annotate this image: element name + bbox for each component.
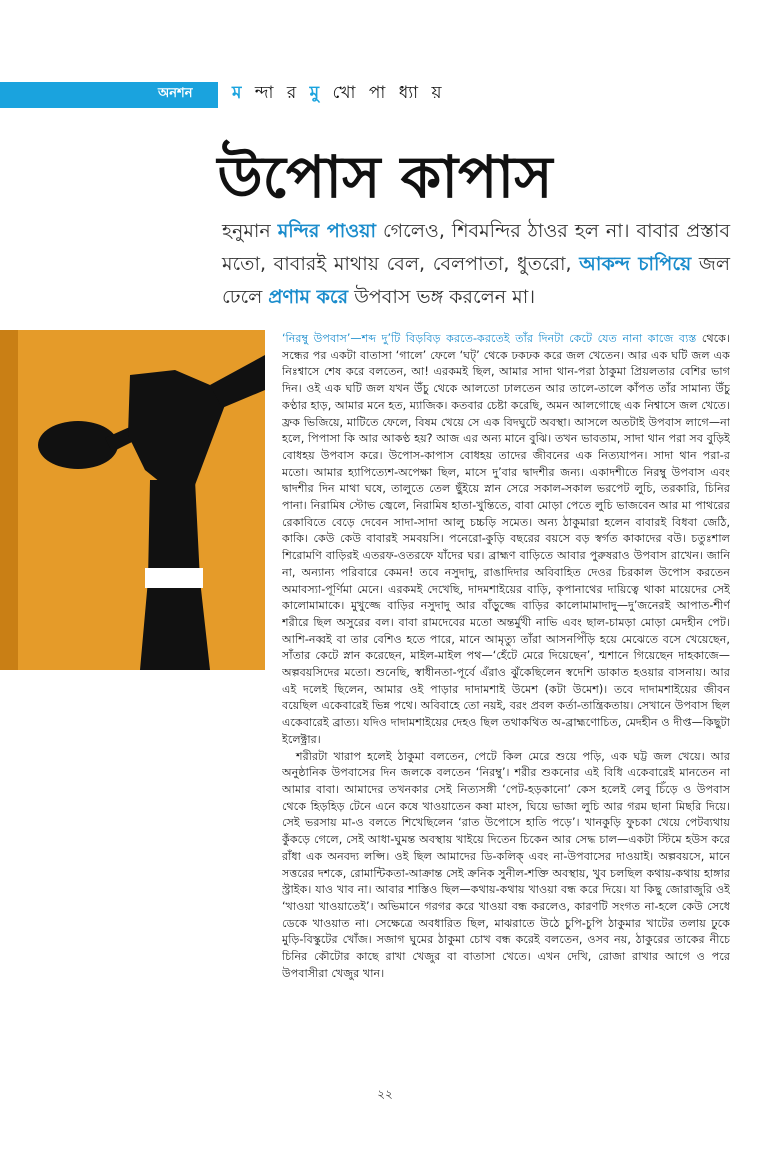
article-illustration (0, 330, 265, 670)
lead-text-2: গেলেও, শিবমন্দির ঠাওর হল না। বাবার প্রস্তাব মতো, বাবারই মাথায় বেল, বেলপাতা, ধুতরো, (222, 220, 731, 275)
spoon-bowl (38, 421, 118, 469)
author-first-rest: ন্দা র (254, 83, 301, 103)
lead-text-4: উপবাস ভঙ্গ করলেন মা। (348, 286, 536, 308)
author-last-initial: মু (309, 83, 324, 103)
body-paragraph-2: শরীরটা খারাপ হলেই ঠাকুমা বলতেন, পেটে কিল মেরে শুয়ে পড়ি, এক ঘট্ট জল খেয়ে। আর অনুষ্ঠানিক উপবাসের দিন জলকে বলতেন ‘নিরম্বু’। শরীর শুকনোর এই বিধি একেবারেই মানতেন না আমার বাবা। আমাদের তখনকার সেই নিত্যসঙ্গী ‘পেট-হড়কানো’ কেস হলেই লেবু চিঁড়ে ও উপবাস থেকে হিড়হিড় টেনে এনে কষে খাওয়াতেন কষা মাংস, ঘিয়ে ভাজা লুচি আর গরম ছানা মিছরি দিয়ে। সেই ভরসায় মা-ও বলতে শিখেছিলেন ‘রাত উপোসে হাতি পড়ে’। খানকুড়ি ফুচকা খেয়ে পেটব্যথায় কুঁকড়ে গেলে, সেই আধা-ঘুমন্ত অবস্থায় খাইয়ে দিতেন চিকেন আর সেদ্ধ চাল—একটা স্টিমে হউস করে রাঁধা এক অনবদ্য লপ্সি। ওই ছিল আমাদের ডি-কলিক্ এবং না-উপবাসের দাওয়াই। অল্পবয়সে, মানে সত্তরের দশকে, রোমান্টিকতা-আক্রান্ত সেই ক্রনিক সুনীল-শক্তি অবস্থায়, খুব চলছিল কথায়-কথায় হাঙ্গার স্ট্রাইক। যাও খাব না। আবার শাস্তিও ছিল—কথায়-কথায় খাওয়া বন্ধ করে দিয়ে। যা কিছু জোরাজুরি ওই ‘খাওয়া খাওয়াতেই’। অভিমানে গরগর করে খাওয়া বন্ধ করলেও, কারণটি সংগত না-হলে কেউ সেধে ডেকে খাওয়াত না। সেক্ষেত্রে অবধারিত ছিল, মাঝরাতে উঠে চুপি-চুপি ঠাকুমার খাটের তলায় ঢুকে মুড়ি-বিস্কুটের খোঁজ। সজাগ ঘুমের ঠাকুমা চোখ বন্ধ করেই বলতেন, ওসব নয়, ঠাকুরের তাকের নীচে চিনির কৌটোর কাছে রাখা খেজুর বা বাতাসা খেতে। এখন দেখি, রোজা রাখার আগে ও পরে উপবাসীরা খেজুর খান। (282, 749, 730, 980)
illustration-left-band (0, 330, 18, 670)
lead-paragraph (222, 215, 730, 314)
section-label: অনশন (158, 86, 193, 101)
page-number: ২২ (377, 1087, 393, 1101)
article-title: উপোস কাপাস (217, 143, 553, 211)
white-cuff (145, 568, 203, 588)
lead-highlight-3: প্রণাম করে (268, 286, 349, 308)
lead-highlight-2: আকন্দ চাপিয়ে (579, 253, 692, 275)
lead-text-1: হনুমান (222, 220, 278, 242)
body-paragraph-1-text: থেকে। সন্ধের পর একটা বাতাসা ‘গালে’ ফেলে ‘ঘট্’ থেকে ঢকঢক করে জল খেতেন। আর এক ঘটি জল এক নিঃশ্বাসে শেষ করে বলতেন, আ! এরকমই ছিল, আমার সাদা থান-পরা ঠাকুমা প্রিয়লতার বেশির ভাগ দিন। ওই এক ঘটি জল যখন উঁচু থেকে আলতো ঢালতেন আর তালে-তালে কাঁপত তাঁর সামান্য উঁচু কণ্ঠার হাড়, আমার মনে হত, ম্যাজিক। কতবার চেষ্টা করেছি, অমন আলগোছে এক নিশ্বাসে জল খেতে। ফ্রক ভিজিয়ে, মাটিতে ফেলে, বিষম খেয়ে সে এক বিদঘুটে অবস্থা। আসলে অতটাই উপবাস লাগে—না হলে, পিপাসা কি আর আকণ্ঠ হয়? আজ এর অন্য মানে বুঝি। তখন ভাবতাম, সাদা থান পরা সব বুড়িই বোধহয় উপবাস করে। উপোস-কাপাস বোধহয় তাদের জীবনের এক নিত্যযাপন। সাদা থান পরা-র মতো। আমার হ্যাপিত্যেশ-অপেক্ষা ছিল, মাসে দু’বার দ্বাদশীর জন্য। একাদশীতে নিরম্বু উপবাস এবং দ্বাদশীর দিন মাথা ঘষে, তালুতে তেল ছুঁইয়ে স্নান সেরে সকাল-সকাল ভরপেট লুচি, তরকারি, চিনির পানা। নিরামিষ স্টোভ জ্বেলে, নিরামিষ হাতা-খুন্তিতে, বাবা মোড়া পেতে লুচি ভাজবেন আর মা পাথরের রেকাবিতে বেড়ে দেবেন সাদা-সাদা আলু চচ্চড়ি সমেত। অন্য ঠাকুমারা হলেন বাবারই বিধবা জেঠি, কাকি। কেউ কেউ বাবারই সমবয়সি। পনেরো-কুড়ি বছরের বয়সে বড় স্বর্গত কাকাদের বউ। চতুঃশাল শিরোমণি বাড়িরই এতরফ-ওতরফে যাঁদের ঘর। ব্রাহ্মণ বাড়িতে আবার পুরুষরাও উপবাস রাখেন। জানি না, অন্যান্য পরিবারে কেমন! তবে নসুদাদু, রাঙাদিদার অবিবাহিত দেওর চিরকাল উপোস করতেন অমাবস্যা-পূর্ণিমা মেনে। এরকমই দেখেছি, দাদমশাইয়ের বাড়ি, কৃপানাথের দায়িত্বে থাকা মায়েদের সেই কালোমামাকে। মুখুজ্জে বাড়ির নসুদাদু আর বাঁড়ুজ্জে বাড়ির কালোমামাদাদু—দু’জনেরই আপাত-শীর্ণ শরীরে ছিল অসুরের বল। বাবা রামদেবের মতো অন্তর্মুখী নাভি এবং ছাল-চামড়া মোড়া মেদহীন পেট। আশি-নব্বই বা তার বেশিও হতে পারে, মানে আমৃত্যু তাঁরা আসনপিঁড়ি হয়ে মেঝেতে বসে খেয়েছেন, সাঁতার কেটে স্নান করেছেন, মাইল-মাইল পথ—‘হেঁটে মেরে দিয়েছেন’, শ্মশানে গিয়েছেন দাহকাজে—অল্পবয়সিদের মতো। শুনেছি, স্বাধীনতা-পূর্বে এঁরাও ঝুঁকেছিলেন স্বদেশি ডাকাত হওয়ার বাসনায়। আর এই দলেই ছিলেন, আমার ওই পাড়ার দাদামশাই উমেশ (কটা উমেশ)। তবে দাদামশাইয়ের জীবন বয়েছিল একেবারেই ভিন্ন পথে। অবিবাহে তো নয়ই, বরং প্রবল কর্তা-তান্ত্রিকতায়। সেখানে উপবাস ছিল একেবারেই ব্রাত্য। যদিও দাদামশাইয়ের দেহও ছিল তথাকথিত অ-ব্রাহ্মণোচিত, মেদহীন ও দীপ্ত—কিছুটা ইলেক্ট্রার। (282, 332, 730, 746)
author-first-initial: ম (232, 83, 246, 103)
author-last-rest: খো পা ধ্যা য় (332, 83, 446, 103)
opening-line: ‘নিরম্বু উপবাস’—শব্দ দু’টি বিড়বিড় করতে-করতেই তাঁর দিনটা কেটে যেত নানা কাজে ব্যস্ত (282, 332, 697, 345)
lead-highlight-1: মন্দির পাওয়া (277, 220, 376, 242)
lead-text-3: জল ঢেলে (222, 253, 730, 308)
article-body (282, 331, 730, 1076)
fist-spoon-illustration (0, 330, 265, 670)
body-paragraph-1 (282, 331, 730, 749)
author-name (232, 80, 446, 108)
